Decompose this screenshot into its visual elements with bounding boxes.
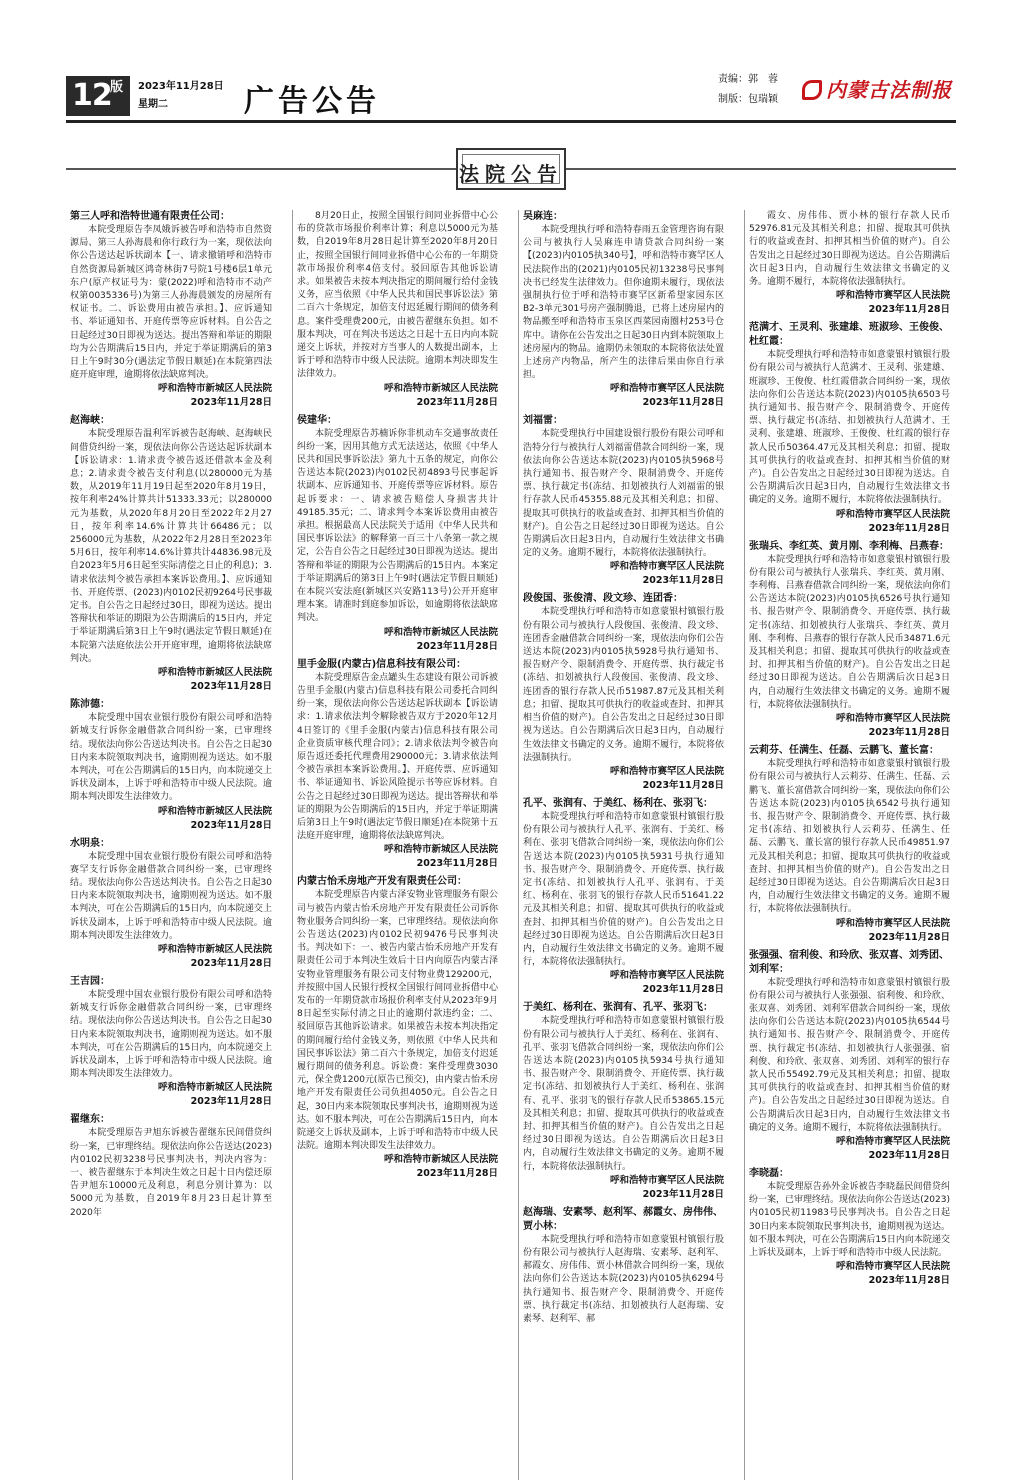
court-notice bbox=[70, 975, 272, 1109]
notice-addressee: 水明泉： bbox=[70, 837, 110, 849]
page-number: 12 bbox=[72, 78, 112, 113]
court-notice bbox=[523, 1001, 724, 1201]
notice-date: 2023年11月28日 bbox=[642, 1188, 724, 1200]
notice-body: 本院受理执行呼和浩特市如意蒙银村镇银行股份有限公司与被执行人赵海瑞、安素琴、赵利军、郝霞女、房伟伟、贾小林借款合同纠纷一案，现依法向你们公告送达本院(2023)内0105执6294号执行通知书、报告财产令、限制消费令、开庭传票、执行裁定书(冻结、扣划被执行人赵海瑞、安素琴、赵利军、郝 bbox=[523, 1234, 724, 1324]
notice-body: 本院受理原告李凤娥诉被告呼和浩特市自然资源局、第三人孙海晨和你行政行为一案，现依法向你公告送达起诉状副本【一、请求撤销呼和浩特市自然资源局新城区鸿奇林街7号院1号楼6层1单元东户(原产权证号为：蒙(2022)呼和浩特市不动产权第0035336号)为第三人孙海晨颁发的房屋所有权证书。二、诉讼费用由被告承担。】、应诉通知书、举证通知书、开庭传票等应诉材料。自公告之日起经过30日即视为送达。提出答辩和举证的期限均为公告期满后15日内，并定于举证期满后的第3日上午9时30分(遇法定节假日顺延)在本院第四法庭开庭审理，逾期将依法缺席判决。 bbox=[70, 225, 272, 381]
notice-addressee: 刘福雷： bbox=[523, 415, 563, 427]
column-4 bbox=[744, 210, 954, 1480]
notice-addressee: 里手金服(内蒙古)信息科技有限公司： bbox=[297, 658, 467, 670]
notice-body: 本院受理原告内蒙古泽安物业管理服务有限公司与被告内蒙古怡禾房地产开发有限责任公司诉你物业服务合同纠纷一案，已审理终结。现依法向你公告送达(2023)内0102民初9476号民事判决书。判决如下：一、被告内蒙古怡禾房地产开发有限责任公司于本判决生效后十日内向原告内蒙古泽安物业管理服务有限公司支付物业费129200元，并按照中国人民银行授权全国银行间同业拆借中心发布的一年期贷款市场报价利率支付从2023年9月8日起至实际付清之日止的逾期付款违约金；二、驳回原告其他诉讼请求。如果被告未按本判决指定的期间履行给付金钱义务，则依照《中华人民共和国民事诉讼法》第二百六十条规定，加倍支付迟延履行期间的债务利息。诉讼费：案件受理费3030元，保全费1200元(原告已预交)，由内蒙古怡禾房地产开发有限责任公司负担4050元。自公告之日起，30日内来本院领取民事判决书，逾期则视为送达。如不服本判决，可在公告期满后15日内，向本院递交上诉状及副本，上诉于呼和浩特市中级人民法院。逾期本判决即发生法律效力。 bbox=[297, 890, 498, 1152]
notice-date: 2023年11月28日 bbox=[416, 858, 498, 870]
notice-date: 2023年11月28日 bbox=[868, 304, 950, 316]
logo-text: 内蒙古法制报 bbox=[826, 78, 952, 102]
banner-frame bbox=[456, 148, 566, 190]
notice-date: 2023年11月28日 bbox=[642, 984, 724, 996]
banner-rule-left bbox=[66, 168, 456, 170]
notice-court: 呼和浩特市新城区人民法院 bbox=[157, 383, 272, 395]
page-suffix: 版 bbox=[110, 80, 124, 95]
notice-addressee: 翟继东： bbox=[70, 1114, 110, 1126]
notice-addressee: 内蒙古怡禾房地产开发有限责任公司： bbox=[297, 876, 467, 888]
notice-addressee: 范满才、王灵利、张建雄、班淑珍、王俊俊、杜红霞： bbox=[749, 322, 949, 348]
notice-body: 本院受理执行呼和浩特市如意蒙银村镇银行股份有限公司与被执行人云莉芬、任满生、任磊、云鹏飞、董长富借款合同纠纷一案，现依法向你们公告送达本院(2023)内0105执6542号执行通知书、报告财产令、限制消费令、开庭传票、执行裁定书(冻结、扣划被执行人云莉芬、任满生、任磊、云鹏飞、董长富的银行存款人民币49851.97元及其相关利息；扣留、提取其可供执行的收益或查封、扣押其相当价值的财产)。自公告发出之日起经过30日即视为送达。自公告期满后次日起3日内，自动履行生效法律文书确定的义务。逾期不履行，本院将依法强制执行。 bbox=[749, 759, 950, 915]
notice-body: 8月20日止，按照全国银行间同业拆借中心公布的贷款市场报价利率计算；利息以5000元为基数，自2019年8月28日起计算至2020年8月20日止，按照全国银行间同业拆借中心公布的一年期贷款市场报价利率4倍支付。驳回原告其他诉讼请求。如果被告未按本判决指定的期间履行给付金钱义务，应当依照《中华人民共和国民事诉讼法》第二百六十条规定，加倍支付迟延履行期间的债务利息。案件受理费200元，由被告翟继东负担。如不服本判决，可在判决书送达之日起十五日内向本院递交上诉状，并按对方当事人的人数提出副本，上诉于呼和浩特市中级人民法院。逾期本判决即发生法律效力。 bbox=[297, 211, 498, 380]
notice-addressee: 陈沛德： bbox=[70, 699, 110, 711]
notice-date: 2023年11月28日 bbox=[868, 522, 950, 534]
notice-court: 呼和浩特市新城区人民法院 bbox=[383, 382, 498, 394]
editor-credit: 责编：郭 蓉 bbox=[718, 74, 778, 85]
column-2 bbox=[292, 210, 502, 1480]
court-notice bbox=[297, 658, 498, 872]
court-notice bbox=[523, 1206, 724, 1326]
notice-addressee: 王吉园： bbox=[70, 975, 110, 987]
court-notice bbox=[749, 949, 950, 1163]
notice-addressee: 孔平、张润有、于美红、杨利在、张羽飞： bbox=[523, 797, 713, 809]
masthead bbox=[66, 62, 956, 124]
court-notice bbox=[70, 210, 272, 410]
notice-addressee: 赵海瑞、安素琴、赵利军、郝霞女、房伟伟、贾小林： bbox=[523, 1206, 723, 1232]
notice-addressee: 张强强、宿利俊、和玲欣、张双喜、刘秀团、刘利军： bbox=[749, 949, 949, 975]
notice-court: 呼和浩特市新城区人民法院 bbox=[157, 943, 272, 955]
court-notice bbox=[523, 592, 724, 792]
notice-body: 本院受理中国农业银行股份有限公司呼和浩特新城支行诉你金融借款合同纠纷一案，已审理终结。现依法向你公告送达判决书。自公告之日起30日内来本院领取判决书，逾期则视为送达。如不服本判决，可在公告期满后的15日内，向本院递交上诉状及副本，上诉于呼和浩特市中级人民法院。逾期本判决即发生法律效力。 bbox=[70, 713, 272, 803]
court-notice bbox=[297, 875, 498, 1181]
notice-addressee: 赵海峡： bbox=[70, 415, 110, 427]
section-title: 广告公告 bbox=[244, 84, 380, 119]
page-number-badge bbox=[66, 76, 130, 116]
notice-court: 呼和浩特市赛罕区人民法院 bbox=[835, 917, 950, 929]
issue-date-block bbox=[138, 78, 224, 114]
notice-date: 2023年11月28日 bbox=[868, 1149, 950, 1161]
notice-date: 2023年11月28日 bbox=[642, 779, 724, 791]
notice-body: 本院受理原告孙外金诉被告李晓磊民间借贷纠纷一案，已审理终结。现依法向你公告送达(2023)内0105民初11983号民事判决书。自公告之日起30日内来本院领取民事判决书，逾期则视为送达。如不服本判决，可在公告期满后15日内向本院递交上诉状及副本，上诉于呼和浩特市中级人民法院。 bbox=[749, 1181, 950, 1258]
notice-date: 2023年11月28日 bbox=[190, 957, 272, 969]
editor-credits bbox=[718, 70, 778, 110]
banner-rule-right bbox=[566, 168, 956, 170]
notice-court: 呼和浩特市新城区人民法院 bbox=[157, 1082, 272, 1094]
notice-body: 本院受理原告温利军诉被告赵海峡、赵海峡民间借贷纠纷一案，现依法向你公告送达起诉状副本【诉讼请求：1.请求责令被告返还借款本金及利息；2.请求责令被告支付利息(以280000元为基数，从2019年11月19日起至2020年8月19日，按年利率24%计算共计51333.33元；以280000元为基数，从2020年8月20日至2022年2月27日，按年利率14.6%计算共计66486元；以256000元为基数，从2022年2月28日至2023年5月6日，按年利率14.6%计算共计44836.98元及自2023年5月6日起至实际清偿之日止的利息)；3.请求依法判令被告承担本案诉讼费用。】、应诉通知书、开庭传票、(2023)内0102民初9264号民事裁定书。自公告之日起经过30日，即视为送达。提出答辩状和举证的期限为公告期满后的15日内，并定于举证期满后第3日上午9时(遇法定节假日顺延)在本院第六法庭依法公开开庭审理，逾期将依法缺席判决。 bbox=[70, 429, 272, 664]
section-banner bbox=[66, 148, 956, 192]
notice-date: 2023年11月28日 bbox=[190, 397, 272, 409]
issue-weekday: 星期二 bbox=[138, 99, 168, 110]
notice-court: 呼和浩特市新城区人民法院 bbox=[157, 667, 272, 679]
notice-date: 2023年11月28日 bbox=[190, 819, 272, 831]
notice-court: 呼和浩特市赛罕区人民法院 bbox=[609, 561, 724, 573]
newspaper-logo bbox=[802, 74, 952, 103]
notice-body: 霞女、房伟伟、贾小林的银行存款人民币52976.81元及其相关利息；扣留、提取其可供执行的收益或查封、扣押其相当价值的财产)。自公告发出之日起经过30日即视为送达。自公告期满后次日起3日内，自动履行生效法律文书确定的义务。逾期不履行，本院将依法强制执行。 bbox=[749, 211, 950, 288]
notice-date: 2023年11月28日 bbox=[416, 1168, 498, 1180]
notice-body: 本院受理原告尹旭东诉被告翟继东民间借贷纠纷一案，已审理终结。现依法向你公告送达(2023)内0102民初3238号民事判决书，判决内容为：一、被告翟继东于本判决生效之日起十日内偿还原告尹旭东10000元及利息，利息分别计算为：以5000元为基数，自2019年8月23日起计算至2020年 bbox=[70, 1128, 272, 1218]
notice-date: 2023年11月28日 bbox=[868, 931, 950, 943]
notice-addressee: 侯建华： bbox=[297, 414, 337, 426]
notice-court: 呼和浩特市赛罕区人民法院 bbox=[609, 970, 724, 982]
notice-columns bbox=[66, 210, 956, 1480]
header-rule bbox=[66, 120, 956, 123]
notice-addressee: 吴麻连： bbox=[523, 211, 563, 222]
notice-date: 2023年11月28日 bbox=[868, 1275, 950, 1287]
notice-court: 呼和浩特市赛罕区人民法院 bbox=[609, 1174, 724, 1186]
notice-date: 2023年11月28日 bbox=[416, 396, 498, 408]
court-notice bbox=[70, 414, 272, 694]
notice-body: 本院受理原告金点罐头生态建设有限公司诉被告里手金服(内蒙古)信息科技有限公司委托合同纠纷一案，现依法向你公告送达起诉状副本【诉讼请求：1.请求依法判令解除被告双方于2020年12月4日签订的《里手金服(内蒙古)信息科技有限公司企业资质审核代理合同》；2.请求依法判令被告向原告返还委托代理费用290000元；3.请求依法判令被告承担本案诉讼费用。】、开庭传票、应诉通知书、举证通知书、诉讼风险提示书等应诉材料。自公告之日起经过30日即视为送达。提出答辩状和举证的期限为公告期满后的15日内，并定于举证期满后第3日上午9时(遇法定节假日顺延)在本院第十五法庭开庭审理，逾期将依法缺席判决。 bbox=[297, 672, 498, 842]
notice-date: 2023年11月28日 bbox=[190, 681, 272, 693]
column-1 bbox=[66, 210, 276, 1480]
court-notice bbox=[749, 1167, 950, 1288]
notice-addressee: 云莉芬、任满生、任磊、云鹏飞、董长富： bbox=[749, 745, 939, 757]
notice-body: 本院受理中国农业银行股份有限公司呼和浩特赛罕支行诉你金融借款合同纠纷一案，已审理终结。现依法向你公告送达判决书。自公告之日起30日内来本院领取判决书，逾期则视为送达。如不服本判决，可在公告期满后的15日内，向本院递交上诉状及副本，上诉于呼和浩特市中级人民法院。逾期本判决即发生法律效力。 bbox=[70, 851, 272, 941]
notice-court: 呼和浩特市新城区人民法院 bbox=[383, 844, 498, 856]
producer-credit: 制版：包瑞颖 bbox=[718, 94, 778, 105]
court-notice bbox=[70, 837, 272, 971]
notice-addressee: 段俊国、张俊清、段文珍、连团香： bbox=[523, 593, 683, 605]
court-notice bbox=[70, 698, 272, 832]
notice-body: 本院受理中国农业银行股份有限公司呼和浩特新城支行诉你金融借款合同纠纷一案，已审理终结。现依法向你公告送达判决书。自公告之日起30日内来本院领取判决书，逾期则视为送达。如不服本判决，可在公告期满后的15日内，向本院递交上诉状及副本，上诉于呼和浩特市中级人民法院。逾期本判决即发生法律效力。 bbox=[70, 989, 272, 1080]
court-notice bbox=[523, 797, 724, 997]
notice-date: 2023年11月28日 bbox=[416, 640, 498, 652]
court-notice bbox=[749, 744, 950, 944]
notice-court: 呼和浩特市赛罕区人民法院 bbox=[835, 1261, 950, 1273]
court-notice bbox=[523, 210, 724, 410]
notice-court: 呼和浩特市赛罕区人民法院 bbox=[609, 765, 724, 777]
notice-addressee: 李晓磊： bbox=[749, 1167, 789, 1179]
notice-body: 本院受理原告苏楠诉你非机动车交通事故责任纠纷一案，因用其他方式无法送达，依照《中华人民共和国民事诉讼法》第九十五条的规定，向你公告送达本院(2023)内0102民初4893号民事起诉状副本、应诉通知书、开庭传票等应诉材料。原告起诉要求：一、请求被告赔偿人身损害共计49185.35元；二、请求判令本案诉讼费用由被告承担。根据最高人民法院关于适用《中华人民共和国民事诉讼法》的解释第一百三十八条第一款之规定，公告自公告之日起经过30日即视为送达。提出答辩和举证的期限为公告期满后的15日内。本案定于举证期满后的第3日上午9时(遇法定节假日顺延)在本院兴安法庭(新城区兴安路113号)公开开庭审理本案。请准时到庭参加诉讼，如逾期将依法缺席判决。 bbox=[297, 428, 498, 624]
notice-court: 呼和浩特市赛罕区人民法院 bbox=[835, 1135, 950, 1147]
notice-body: 本院受理执行呼和浩特市如意蒙银村镇银行股份有限公司与被执行人孔平、张润有、于美红、杨利在、张羽飞借款合同纠纷一案，现依法向你们公告送达本院(2023)内0105执5931号执行通知书、报告财产令、限制消费令、开庭传票、执行裁定书(冻结、扣划被执行人孔平、张润有、于美红、杨利在、张羽飞的银行存款人民币51641.22元及其相关利息；扣留、提取其可供执行的收益或查封、扣押其相当价值的财产)。自公告发出之日起经过30日即视为送达。自公告期满后次日起3日内，自动履行生效法律文书确定的义务。逾期不履行，本院将依法强制执行。 bbox=[523, 811, 724, 968]
notice-addressee: 于美红、杨利在、张润有、孔平、张羽飞： bbox=[523, 1002, 713, 1014]
court-notice bbox=[297, 414, 498, 654]
notice-date: 2023年11月28日 bbox=[642, 397, 724, 409]
column-3 bbox=[518, 210, 728, 1480]
notice-body: 本院受理执行呼和浩特市如意蒙银村镇银行股份有限公司与被执行人张瑞兵、李红英、黄月刚、李利梅、吕燕春借款合同纠纷一案，现依法向你们公告送达本院(2023)内0105执6526号执行通知书、报告财产令、限制消费令、开庭传票、执行裁定书(冻结、扣划被执行人张瑞兵、李红英、黄月刚、李利梅、吕燕春的银行存款人民币34871.6元及其相关利息；扣留、提取其可供执行的收益或查封、扣押其相当价值的财产)。自公告发出之日起经过30日即视为送达。自公告期满后次日起3日内，自动履行生效法律文书确定的义务。逾期不履行，本院将依法强制执行。 bbox=[749, 554, 950, 710]
notice-court: 呼和浩特市新城区人民法院 bbox=[383, 1154, 498, 1166]
notice-body: 本院受理执行呼和浩特春雨五金管理咨询有限公司与被执行人吴麻连申请贷款合同纠纷一案【(2023)内0105执340号】，呼和浩特市赛罕区人民法院作出的(2021)内0105民初13238号民事判决书已经发生法律效力。但你逾期未履行，现依法强制执行位于呼和浩特市赛罕区新希望家园东区B2-3单元301号房产强制腾退，已将上述房屋内的物品搬至呼和浩特市玉泉区西菜园南圈村253号仓库中。请你在公告发出之日起30日内到本院领取上述房屋内的物品。逾期仍未领取的本院将依法处置上述房产内物品，所产生的法律后果由你自行承担。 bbox=[523, 225, 724, 381]
court-notice bbox=[749, 210, 950, 317]
notice-body: 本院受理执行中国建设银行股份有限公司呼和浩特分行与被执行人刘福雷借款合同纠纷一案，现依法向你公告送达本院(2023)内0105执5968号执行通知书、报告财产令、限制消费令、开庭传票、执行裁定书(冻结、扣划被执行人刘福雷的银行存款人民币45355.88元及其相关利息；扣留、提取其可供执行的收益或查封、扣押其相当价值的财产)。自公告之日起经过30日即视为送达。自公告期满后次日起3日内，自动履行生效法律文书确定的义务。逾期不履行，本院将依法强制执行。 bbox=[523, 429, 724, 559]
notice-body: 本院受理执行呼和浩特市如意蒙银村镇银行股份有限公司与被执行人张强强、宿利俊、和玲欣、张双喜、刘秀团、刘利军借款合同纠纷一案，现依法向你们公告送达本院(2023)内0105执6544号执行通知书、报告财产令、限制消费令、开庭传票、执行裁定书(冻结、扣划被执行人张强强、宿利俊、和玲欣、张双喜、刘秀团、刘利军的银行存款人民币55492.79元及其相关利息；扣留、提取其可供执行的收益或查封、扣押其相当价值的财产)。自公告发出之日起经过30日即视为送达。自公告期满后次日起3日内，自动履行生效法律文书确定的义务。逾期不履行，本院将依法强制执行。 bbox=[749, 977, 950, 1133]
court-notice bbox=[749, 540, 950, 740]
notice-body: 本院受理执行呼和浩特市如意蒙银村镇银行股份有限公司与被执行人段俊国、张俊清、段文珍、连团香金融借款合同纠纷一案，现依法向你们公告送达本院(2023)内0105执5928号执行通知书、报告财产令、限制消费令、开庭传票、执行裁定书(冻结、扣划被执行人段俊国、张俊清、段文珍、连团香的银行存款人民币51987.87元及其相关利息；扣留、提取其可供执行的收益或查封、扣押其相当价值的财产)。自公告发出之日起经过30日即视为送达。自公告期满后次日起3日内，自动履行生效法律文书确定的义务。逾期不履行，本院将依法强制执行。 bbox=[523, 607, 724, 763]
logo-emblem-icon bbox=[802, 80, 822, 100]
court-notice bbox=[523, 414, 724, 588]
notice-court: 呼和浩特市新城区人民法院 bbox=[383, 626, 498, 638]
notice-addressee: 张瑞兵、李红英、黄月刚、李利梅、吕燕春： bbox=[749, 540, 949, 552]
notice-court: 呼和浩特市赛罕区人民法院 bbox=[609, 383, 724, 395]
notice-court: 呼和浩特市赛罕区人民法院 bbox=[835, 508, 950, 520]
notice-date: 2023年11月28日 bbox=[868, 727, 950, 739]
court-notice bbox=[70, 1113, 272, 1219]
court-notice bbox=[297, 210, 498, 410]
notice-date: 2023年11月28日 bbox=[190, 1096, 272, 1108]
notice-court: 呼和浩特市赛罕区人民法院 bbox=[835, 290, 950, 302]
notice-court: 呼和浩特市赛罕区人民法院 bbox=[835, 713, 950, 725]
notice-court: 呼和浩特市新城区人民法院 bbox=[157, 805, 272, 817]
notice-body: 本院受理执行呼和浩特市如意蒙银村镇银行股份有限公司与被执行人于美红、杨利在、张润有、孔平、张羽飞借款合同纠纷一案，现依法向你们公告送达本院(2023)内0105执5934号执行通知书、报告财产令、限制消费令、开庭传票、执行裁定书(冻结、扣划被执行人于美红、杨利在、张润有、孔平、张羽飞的银行存款人民币53865.15元及其相关利息；扣留、提取其可供执行的收益或查封、扣押其相当价值的财产)。自公告发出之日起经过30日即视为送达。自公告期满后次日起3日内，自动履行生效法律文书确定的义务。逾期不履行，本院将依法强制执行。 bbox=[523, 1016, 724, 1172]
court-notice bbox=[749, 321, 950, 535]
notice-date: 2023年11月28日 bbox=[642, 575, 724, 587]
notice-addressee: 第三人呼和浩特世通有限责任公司： bbox=[70, 211, 230, 222]
notice-body: 本院受理执行呼和浩特市如意蒙银村镇银行股份有限公司与被执行人范满才、王灵利、张建雄、班淑珍、王俊俊、杜红霞借款合同纠纷一案，现依法向你们公告送达本院(2023)内0105执6503号执行通知书、报告财产令、限制消费令、开庭传票、执行裁定书(冻结、扣划被执行人范满才、王灵利、张建雄、班淑珍、王俊俊、杜红霞的银行存款人民币50364.47元及其相关利息；扣留、提取其可供执行的收益或查封、扣押其相当价值的财产)。自公告发出之日起经过30日即视为送达。自公告期满后次日起3日内，自动履行生效法律文书确定的义务。逾期不履行，本院将依法强制执行。 bbox=[749, 350, 950, 506]
issue-date: 2023年11月28日 bbox=[138, 81, 224, 92]
banner-title: 法院公告 bbox=[459, 162, 563, 186]
